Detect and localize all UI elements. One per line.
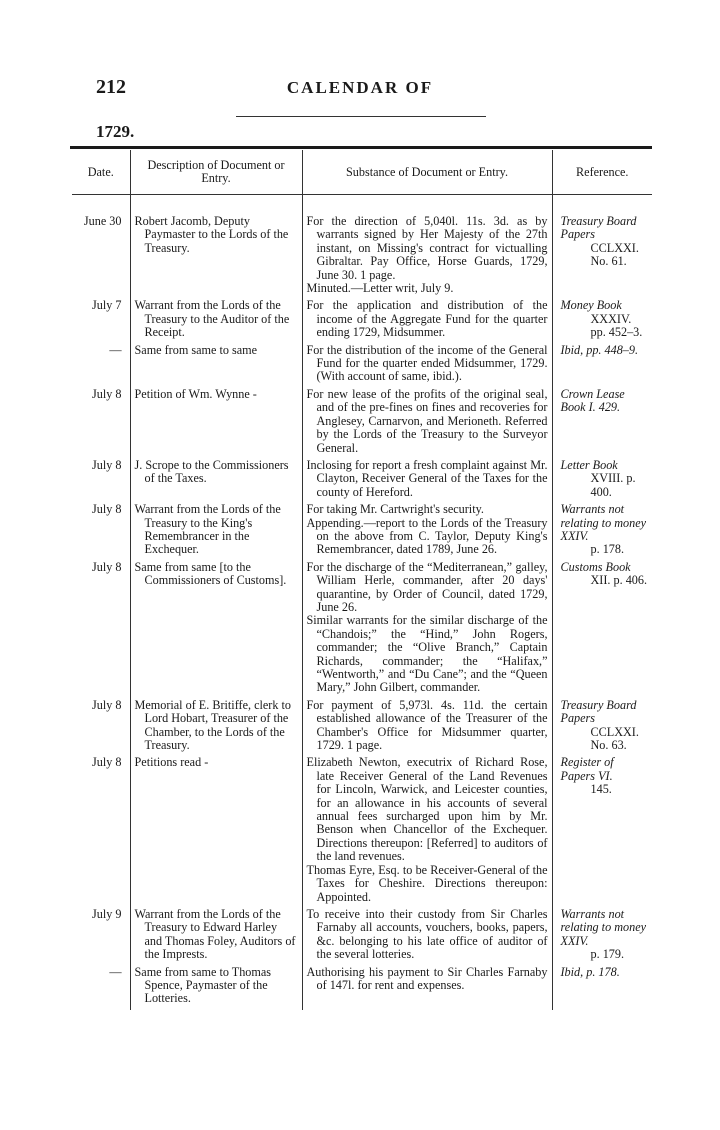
- entry-description-text: Same from same to same: [134, 342, 258, 357]
- table-header-row: [72, 150, 652, 195]
- reference-detail: XVIII. p. 400.: [590, 471, 636, 499]
- entry-description: [130, 195, 302, 300]
- entry-date: June 30: [83, 214, 122, 228]
- reference-source: Money Book: [560, 298, 622, 313]
- substance-paragraph: Elizabeth Newton, executrix of Richard Rose, late Receiver General of the Land Revenues for Lincoln, Warwick, and Leicester counties, for an allowance in his accounts of several annual fees surcharged upon him by Mr. Benson when Chancellor of the Exchequer. Directions thereupon: [Referred] to auditors of the land revenues.: [306, 755, 548, 864]
- entry-substance: [302, 388, 552, 459]
- column-header-reference: Reference.: [552, 150, 652, 195]
- entry-description: [130, 388, 302, 459]
- entry-reference: [552, 908, 652, 966]
- substance-paragraph: For new lease of the profits of the original seal, and of the pre-fines on fines and recoveries for Anglesey, Carnarvon, and Merioneth. Referred by the Lords of the Treasury to the Surveyor General.: [306, 386, 548, 455]
- reference-source: Register of Papers VI.: [560, 755, 614, 783]
- table-row: [72, 459, 652, 503]
- reference-source: Treasury Board Papers: [560, 214, 637, 242]
- entry-description: [130, 908, 302, 966]
- reference-detail: p. 178.: [590, 542, 625, 557]
- entry-reference: [552, 699, 652, 757]
- table-row: [72, 908, 652, 966]
- table-row: [72, 699, 652, 757]
- entry-description-text: J. Scrope to the Commissioners of the Taxes.: [134, 457, 289, 486]
- table-row: [72, 388, 652, 459]
- entry-description: [130, 503, 302, 561]
- entry-reference: [552, 388, 652, 459]
- entry-reference: [552, 459, 652, 503]
- substance-paragraph: For the direction of 5,040l. 11s. 3d. as by warrants signed by Her Majesty of the 27th instant, on Missing's contract for victualling Gibraltar. Pay Office, Horse Guards, 1729, June 30. 1 page.: [306, 214, 548, 282]
- table-row: [72, 756, 652, 907]
- column-header-date: Date.: [72, 150, 130, 195]
- substance-paragraph: For payment of 5,973l. 4s. 11d. the certain established allowance of the Treasurer of the Chamber's Office for Midsummer quarter, 1729. 1 page.: [306, 697, 548, 753]
- reference-detail: XXXIV. pp. 452–3.: [590, 311, 643, 340]
- entry-description-text: Petitions read -: [134, 755, 209, 770]
- entry-description: [130, 459, 302, 503]
- entry-description-text: Memorial of E. Britiffe, clerk to Lord Hobart, Treasurer of the Chamber, to the Lords of the Treasury.: [134, 697, 291, 753]
- reference-source: Letter Book: [560, 457, 618, 472]
- entry-description-text: Same from same [to the Commissioners of Customs].: [134, 559, 287, 588]
- substance-paragraph: Authorising his payment to Sir Charles Farnaby of 147l. for rent and expenses.: [306, 964, 548, 992]
- reference-source: Warrants not relating to money XXIV.: [560, 906, 647, 948]
- year-label: 1729.: [96, 122, 135, 141]
- column-header-description: Description of Document or Entry.: [130, 150, 302, 195]
- page-number: 212: [96, 76, 126, 98]
- substance-paragraph: For the discharge of the “Mediterranean,” galley, William Herle, commander, after 20 days' quarantine, by Order of Council, dated 1729, June 26.: [306, 559, 548, 614]
- substance-paragraph: Inclosing for report a fresh complaint against Mr. Clayton, Receiver General of the Taxes for the county of Hereford.: [306, 457, 548, 499]
- entry-reference: [552, 344, 652, 388]
- entry-reference: [552, 966, 652, 1010]
- entry-substance: [302, 503, 552, 561]
- entry-substance: [302, 756, 552, 907]
- entry-description: [130, 561, 302, 699]
- running-head: CALENDAR OF: [286, 78, 434, 97]
- table-row: [72, 195, 652, 300]
- entry-substance: [302, 561, 552, 699]
- column-header-substance: Substance of Document or Entry.: [302, 150, 552, 195]
- entry-substance: [302, 908, 552, 966]
- entry-description-text: Robert Jacomb, Deputy Paymaster to the Lords of the Treasury.: [134, 214, 289, 255]
- reference-source: Ibid, p. 178.: [560, 964, 620, 979]
- entry-description: [130, 344, 302, 388]
- reference-detail: CCLXXI. No. 63.: [590, 724, 639, 753]
- calendar-table: [72, 150, 652, 1010]
- table-row: [72, 966, 652, 1010]
- reference-detail: p. 179.: [590, 947, 625, 962]
- reference-detail: XII. p. 406.: [590, 573, 648, 588]
- substance-paragraph: Similar warrants for the similar discharge of the “Chandois;” the “Hind,” John Rogers, commander; the “Olive Branch,” Captain Richards, commander; the “Halifax,” “Wentworth,” and “Du Cane”; and the “Queen Mary,” John Gilbert, commander.: [306, 613, 548, 695]
- entry-substance: [302, 459, 552, 503]
- entry-date: —: [109, 964, 122, 979]
- entry-reference: [552, 561, 652, 699]
- entry-description-text: Warrant from the Lords of the Treasury to the King's Remembrancer in the Exchequer.: [134, 502, 281, 557]
- entry-reference: [552, 756, 652, 907]
- table-top-rule: [70, 146, 652, 149]
- entry-description-text: Same from same to Thomas Spence, Paymaster of the Lotteries.: [134, 964, 272, 1006]
- entry-description-text: Petition of Wm. Wynne -: [134, 386, 257, 401]
- entry-description: [130, 966, 302, 1010]
- entry-substance: [302, 966, 552, 1010]
- reference-source: Treasury Board Papers: [560, 697, 637, 726]
- substance-paragraph: For the application and distribution of the income of the Aggregate Fund for the quarter ending 1729, Midsummer.: [306, 298, 548, 340]
- substance-paragraph: To receive into their custody from Sir Charles Farnaby all accounts, vouchers, books, papers, &c. belonging to his late office of auditor of the several lotteries.: [306, 906, 548, 962]
- reference-source: Crown Lease Book I. 429.: [560, 386, 625, 415]
- entry-substance: [302, 195, 552, 300]
- entry-date: July 8: [92, 502, 122, 517]
- table-row: [72, 503, 652, 561]
- entry-reference: [552, 299, 652, 343]
- entry-description: [130, 299, 302, 343]
- header-rule: [236, 116, 486, 117]
- substance-paragraph: Appending.—report to the Lords of the Treasury on the above from C. Taylor, Deputy King's Remembrancer, dated 1789, June 26.: [306, 515, 548, 557]
- reference-source: Customs Book: [560, 559, 631, 574]
- entry-description-text: Warrant from the Lords of the Treasury to the Auditor of the Receipt.: [134, 298, 290, 340]
- page-header: [0, 76, 720, 106]
- substance-paragraph: Minuted.—Letter writ, July 9.: [306, 281, 454, 296]
- entry-date: July 8: [92, 559, 122, 574]
- entry-date: July 8: [92, 755, 122, 770]
- entry-date: July 8: [92, 697, 122, 712]
- entry-date: July 8: [92, 457, 122, 472]
- entry-date: July 9: [92, 906, 122, 921]
- substance-paragraph: For the distribution of the income of the General Fund for the quarter ended Midsummer, 1729. (With account of same, ibid.).: [306, 342, 548, 384]
- entry-date: July 8: [92, 386, 122, 401]
- reference-detail: 145.: [590, 782, 612, 797]
- entry-reference: [552, 503, 652, 561]
- entry-date: —: [109, 342, 122, 357]
- substance-paragraph: Thomas Eyre, Esq. to be Receiver-General of the Taxes for Cheshire. Directions thereupon: Appointed.: [306, 862, 548, 904]
- entry-reference: [552, 195, 652, 300]
- table-row: [72, 561, 652, 699]
- reference-source: Warrants not relating to money XXIV.: [560, 502, 647, 543]
- substance-paragraph: For taking Mr. Cartwright's security.: [306, 502, 484, 517]
- reference-detail: CCLXXI. No. 61.: [590, 240, 639, 269]
- entry-date: July 7: [92, 298, 122, 313]
- table-row: [72, 299, 652, 343]
- entry-description: [130, 699, 302, 757]
- table-row: [72, 344, 652, 388]
- entry-substance: [302, 699, 552, 757]
- entry-substance: [302, 299, 552, 343]
- entry-substance: [302, 344, 552, 388]
- reference-source: Ibid, pp. 448–9.: [560, 342, 639, 357]
- entry-description-text: Warrant from the Lords of the Treasury to Edward Harley and Thomas Foley, Auditors of the Imprests.: [134, 906, 296, 962]
- table-body: [72, 195, 652, 1010]
- entry-description: [130, 756, 302, 907]
